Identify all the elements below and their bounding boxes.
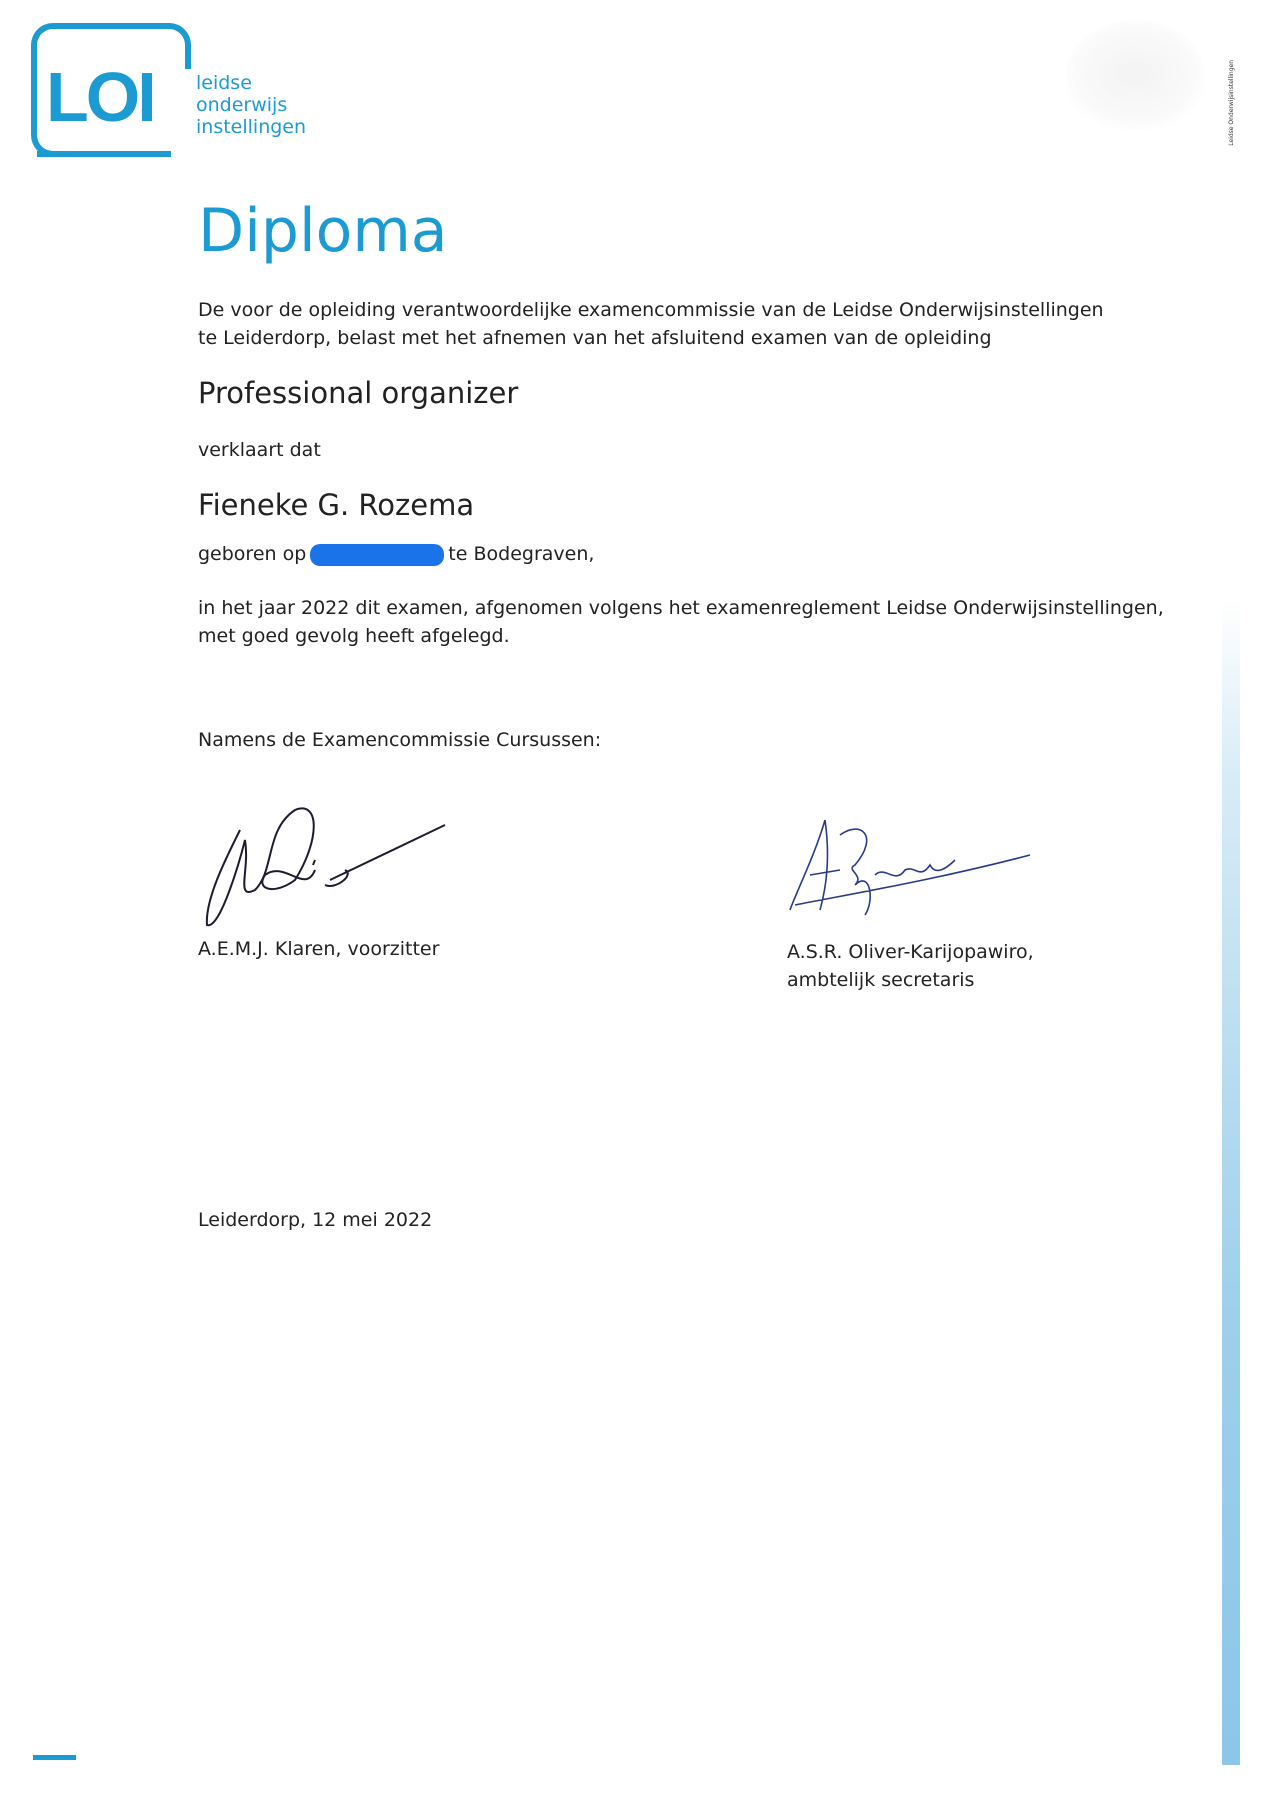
redaction-mark	[310, 544, 444, 566]
course-name: Professional organizer	[198, 376, 519, 410]
intro-line: De voor de opleiding verantwoordelijke examencommissie van de Leidse Onderwijsinstellingen	[198, 299, 1104, 321]
result-text	[198, 594, 1164, 650]
declares-text: verklaart dat	[198, 439, 321, 461]
recipient-name: Fieneke G. Rozema	[198, 488, 475, 522]
logo-wordmark	[196, 72, 306, 138]
signatory-role: ambtelijk secretaris	[787, 969, 975, 991]
logo-line: instellingen	[196, 116, 307, 138]
born-suffix: te Bodegraven,	[448, 543, 595, 565]
logo-line: onderwijs	[196, 94, 288, 116]
side-imprint: Leidse Onderwijsinstellingen	[1228, 60, 1235, 146]
signatory-secretary	[787, 938, 1034, 994]
result-line: in het jaar 2022 dit examen, afgenomen volgens het examenreglement Leidse Onderwijsinstellingen,	[198, 597, 1164, 619]
birth-line	[198, 540, 594, 568]
signature-oliver-karijopawiro	[785, 815, 1035, 925]
decorative-stripe	[1222, 600, 1240, 1765]
intro-text	[198, 296, 1104, 352]
born-prefix: geboren op	[198, 543, 307, 565]
on-behalf-text: Namens de Examencommissie Cursussen:	[198, 729, 602, 751]
signatory-chair: A.E.M.J. Klaren, voorzitter	[198, 938, 440, 960]
logo-line: leidse	[196, 72, 252, 94]
logo-letters: LOI	[46, 58, 154, 136]
signature-klaren	[195, 800, 455, 935]
embossed-seal	[1065, 20, 1205, 130]
page-title: Diploma	[198, 196, 448, 266]
signatory-name: A.S.R. Oliver-Karijopawiro,	[787, 941, 1034, 963]
decorative-dash	[33, 1755, 76, 1760]
intro-line: te Leiderdorp, belast met het afnemen van het afsluitend examen van de opleiding	[198, 327, 992, 349]
place-date: Leiderdorp, 12 mei 2022	[198, 1209, 433, 1231]
result-line: met goed gevolg heeft afgelegd.	[198, 625, 510, 647]
